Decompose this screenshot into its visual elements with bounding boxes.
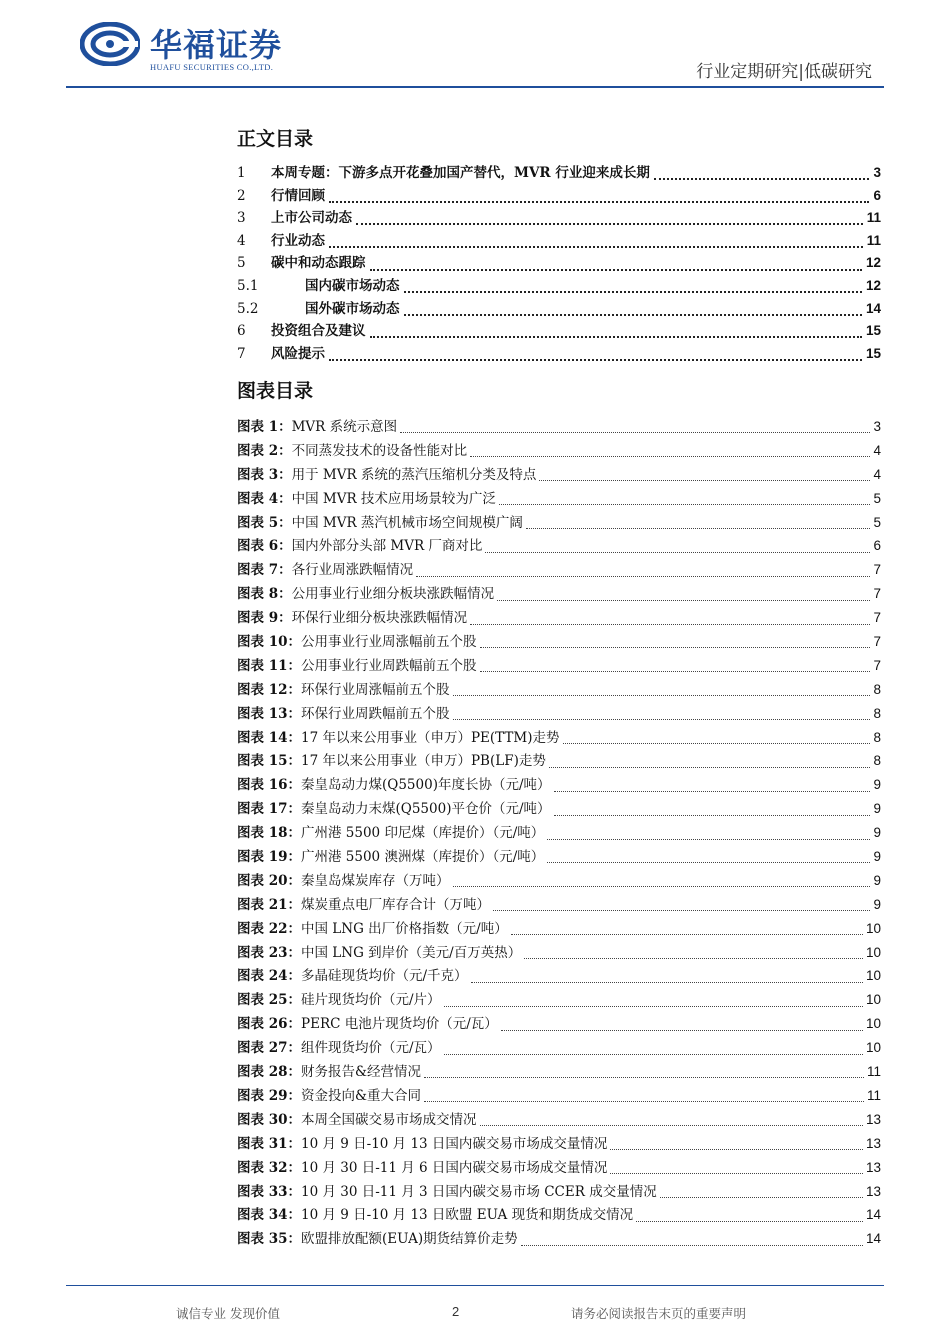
figure-list-entry[interactable] [237, 654, 881, 678]
figure-entry-title: 各行业周涨跌幅情况 [291, 562, 414, 579]
figure-list-entry[interactable] [237, 1203, 881, 1227]
figure-entry-prefix: 图表 34： [237, 1207, 301, 1224]
figure-entry-prefix: 图表 12： [237, 681, 301, 698]
figure-entry-title: 广州港 5500 澳洲煤（库提价）（元/吨） [301, 849, 545, 866]
figure-leader-dots [521, 1245, 863, 1246]
figure-leader-dots [547, 862, 870, 863]
figure-entry-title: 环保行业周涨幅前五个股 [301, 681, 450, 698]
figure-entry-title: 10 月 30 日-11 月 6 日国内碳交易市场成交量情况 [301, 1159, 608, 1176]
figure-entry-prefix: 图表 2： [237, 442, 292, 459]
toc-entry[interactable] [237, 298, 881, 321]
figure-entry-page: 7 [873, 657, 881, 673]
figure-entry-page: 10 [865, 1040, 881, 1056]
toc-entry[interactable] [237, 275, 881, 298]
figure-entry-prefix: 图表 3： [237, 466, 292, 483]
figure-entry-title: 国内外部分头部 MVR 厂商对比 [291, 538, 483, 555]
figure-list-entry[interactable] [237, 1084, 881, 1108]
toc-entry-label: 风险提示 [271, 345, 325, 362]
figure-entry-prefix: 图表 19： [237, 849, 301, 866]
toc-entry-number: 5.1 [237, 277, 259, 294]
company-name-cn: 华福证券 [150, 26, 283, 64]
figure-leader-dots [539, 480, 870, 481]
toc-entry-page: 11 [866, 210, 881, 226]
figure-leader-dots [610, 1149, 863, 1150]
figure-entry-title: 公用事业行业周跌幅前五个股 [301, 657, 477, 674]
figure-list-entry[interactable] [237, 534, 881, 558]
figure-entry-title: 中国 MVR 蒸汽机械市场空间规模广阔 [291, 514, 523, 531]
figure-entry-title: 资金投向&重大合同 [301, 1087, 422, 1104]
figure-entry-page: 10 [865, 992, 881, 1008]
figure-leader-dots [470, 456, 870, 457]
toc-entry-page: 15 [865, 345, 881, 361]
figure-entry-page: 10 [865, 920, 881, 936]
figure-leader-dots [547, 839, 870, 840]
figure-entry-page: 7 [873, 610, 881, 626]
figure-list-entry[interactable] [237, 511, 881, 535]
figure-list-entry[interactable] [237, 726, 881, 750]
figure-entry-prefix: 图表 22： [237, 920, 301, 937]
toc-leader-dots [329, 246, 863, 248]
figure-entry-prefix: 图表 14： [237, 729, 301, 746]
figure-entry-page: 7 [873, 586, 881, 602]
figure-entry-title: 组件现货均价（元/瓦） [301, 1040, 441, 1057]
figure-entry-page: 9 [873, 777, 881, 793]
page-header [0, 0, 950, 90]
toc-entry[interactable] [237, 162, 881, 185]
figure-entry-title: 10 月 30 日-11 月 3 日国内碳交易市场 CCER 成交量情况 [301, 1183, 657, 1200]
figure-list-entry[interactable] [237, 558, 881, 582]
figure-leader-dots [470, 624, 870, 625]
figure-entry-title: 秦皇岛动力煤(Q5500)年度长协（元/吨） [301, 777, 551, 794]
figure-list-entry[interactable] [237, 606, 881, 630]
figure-list-entry[interactable] [237, 1036, 881, 1060]
figure-entry-page: 13 [865, 1111, 881, 1127]
toc-title: 正文目录 [237, 128, 314, 150]
figure-entry-title: 公用事业行业周涨幅前五个股 [301, 634, 477, 651]
toc-leader-dots [356, 223, 863, 225]
toc-leader-dots [404, 314, 862, 316]
figure-list-entry[interactable] [237, 917, 881, 941]
figure-leader-dots [424, 1101, 864, 1102]
figure-entry-prefix: 图表 8： [237, 586, 292, 603]
toc-entry[interactable] [237, 185, 881, 208]
toc-entry-page: 6 [873, 187, 881, 203]
figure-leader-dots [485, 552, 870, 553]
toc-entry-page: 15 [865, 323, 881, 339]
figure-entry-page: 13 [865, 1159, 881, 1175]
toc-leader-dots [654, 178, 870, 180]
toc-entry-label: 国外碳市场动态 [305, 300, 400, 317]
figure-entry-page: 10 [865, 968, 881, 984]
toc-entry[interactable] [237, 252, 881, 275]
figure-list-entry[interactable] [237, 1180, 881, 1204]
figure-entry-page: 4 [873, 466, 881, 482]
toc-leader-dots [404, 291, 862, 293]
figure-entry-prefix: 图表 16： [237, 777, 301, 794]
figure-entry-title: 煤炭重点电厂库存合计（万吨） [301, 896, 490, 913]
figure-leader-dots [499, 504, 871, 505]
figure-list-entry[interactable] [237, 463, 881, 487]
figure-list-entry[interactable] [237, 773, 881, 797]
figure-entry-prefix: 图表 17： [237, 801, 301, 818]
figure-entry-page: 5 [873, 490, 881, 506]
report-type: 行业定期研究|低碳研究 [696, 62, 872, 82]
figure-entry-title: PERC 电池片现货均价（元/瓦） [301, 1016, 498, 1033]
figure-leader-dots [497, 600, 870, 601]
figure-entry-title: 环保行业周跌幅前五个股 [301, 705, 450, 722]
figure-entry-page: 9 [873, 801, 881, 817]
figure-entry-title: 广州港 5500 印尼煤（库提价）（元/吨） [301, 825, 545, 842]
figure-entry-prefix: 图表 13： [237, 705, 301, 722]
figure-entry-prefix: 图表 4： [237, 490, 292, 507]
figure-list-entry[interactable] [237, 415, 881, 439]
figure-list-entry[interactable] [237, 964, 881, 988]
figure-list-entry[interactable] [237, 988, 881, 1012]
toc-entry-label: 投资组合及建议 [271, 323, 366, 340]
figure-list-title: 图表目录 [237, 380, 314, 402]
figure-list-entry[interactable] [237, 941, 881, 965]
figure-leader-dots [549, 767, 871, 768]
figure-entry-prefix: 图表 28： [237, 1064, 301, 1081]
figure-entry-page: 11 [866, 1064, 881, 1080]
figure-leader-dots [453, 719, 871, 720]
figure-entry-prefix: 图表 23： [237, 944, 301, 961]
figure-leader-dots [471, 982, 863, 983]
figure-list-entry[interactable] [237, 702, 881, 726]
toc-entry-page: 14 [865, 300, 881, 316]
figure-entry-title: 秦皇岛动力末煤(Q5500)平仓价（元/吨） [301, 801, 551, 818]
figure-leader-dots [610, 1173, 863, 1174]
toc-entry-number: 6 [237, 323, 246, 340]
figure-entry-title: 10 月 9 日-10 月 13 日欧盟 EUA 现货和期货成交情况 [301, 1207, 634, 1224]
figure-entry-prefix: 图表 24： [237, 968, 301, 985]
figure-entry-title: 中国 MVR 技术应用场景较为广泛 [291, 490, 496, 507]
figure-entry-prefix: 图表 26： [237, 1016, 301, 1033]
figure-leader-dots [400, 432, 870, 433]
figure-leader-dots [424, 1077, 864, 1078]
toc-entry-page: 12 [865, 277, 881, 293]
figure-entry-prefix: 图表 30： [237, 1111, 301, 1128]
figure-entry-title: 不同蒸发技术的设备性能对比 [291, 442, 468, 459]
toc-entry-label: 行业动态 [271, 232, 325, 249]
toc-entry-label: 碳中和动态跟踪 [271, 255, 366, 272]
figure-entry-title: 环保行业细分板块涨跌幅情况 [291, 610, 468, 627]
toc-entry-number: 5.2 [237, 300, 259, 317]
toc-entry-number: 1 [237, 165, 246, 181]
figure-entry-prefix: 图表 27： [237, 1040, 301, 1057]
figure-entry-page: 9 [873, 896, 881, 912]
figure-entry-page: 8 [873, 681, 881, 697]
figure-entry-page: 4 [873, 442, 881, 458]
toc-entry-page: 12 [865, 255, 881, 271]
figure-entry-prefix: 图表 20： [237, 872, 301, 889]
figure-entry-prefix: 图表 21： [237, 896, 301, 913]
figure-entry-title: 17 年以来公用事业（申万）PB(LF)走势 [301, 753, 546, 770]
figure-list [237, 415, 881, 1251]
figure-entry-prefix: 图表 32： [237, 1159, 301, 1176]
toc-entry[interactable] [237, 320, 881, 343]
figure-list-entry[interactable] [237, 821, 881, 845]
figure-entry-title: 本周全国碳交易市场成交情况 [301, 1111, 477, 1128]
figure-entry-prefix: 图表 18： [237, 825, 301, 842]
figure-entry-prefix: 图表 33： [237, 1183, 301, 1200]
figure-list-entry[interactable] [237, 630, 881, 654]
figure-entry-page: 9 [873, 849, 881, 865]
figure-list-entry[interactable] [237, 1156, 881, 1180]
figure-leader-dots [480, 1125, 863, 1126]
figure-entry-page: 7 [873, 562, 881, 578]
figure-entry-title: 财务报告&经营情况 [301, 1064, 422, 1081]
footer-slogan: 诚信专业 发现价值 [176, 1306, 280, 1321]
figure-list-entry[interactable] [237, 749, 881, 773]
toc-entry-page: 11 [866, 232, 881, 248]
figure-entry-page: 13 [865, 1183, 881, 1199]
figure-list-entry[interactable] [237, 487, 881, 511]
figure-leader-dots [660, 1197, 863, 1198]
figure-entry-page: 11 [866, 1087, 881, 1103]
figure-list-entry[interactable] [237, 439, 881, 463]
figure-entry-page: 14 [865, 1207, 881, 1223]
figure-leader-dots [526, 528, 871, 529]
figure-entry-title: 欧盟排放配额(EUA)期货结算价走势 [301, 1231, 518, 1248]
figure-list-entry[interactable] [237, 1108, 881, 1132]
figure-leader-dots [480, 671, 871, 672]
figure-list-entry[interactable] [237, 845, 881, 869]
figure-entry-prefix: 图表 11： [237, 657, 301, 674]
figure-entry-page: 9 [873, 825, 881, 841]
figure-entry-prefix: 图表 6： [237, 538, 292, 555]
figure-entry-title: 公用事业行业细分板块涨跌幅情况 [291, 586, 495, 603]
toc-leader-dots [329, 359, 862, 361]
footer-divider [66, 1285, 884, 1286]
toc-entry-page: 3 [873, 165, 881, 180]
figure-entry-page: 5 [873, 514, 881, 530]
toc-entry-number: 5 [237, 255, 246, 272]
table-of-contents [237, 162, 881, 365]
footer-disclaimer: 请务必阅读报告末页的重要声明 [571, 1306, 747, 1321]
figure-leader-dots [554, 815, 871, 816]
figure-list-entry[interactable] [237, 1132, 881, 1156]
figure-entry-page: 14 [865, 1231, 881, 1247]
toc-entry-label: 上市公司动态 [271, 210, 352, 227]
figure-list-entry[interactable] [237, 797, 881, 821]
figure-leader-dots [636, 1221, 863, 1222]
figure-entry-title: MVR 系统示意图 [291, 419, 398, 435]
figure-entry-title: 多晶硅现货均价（元/千克） [301, 968, 468, 985]
figure-entry-page: 8 [873, 753, 881, 769]
figure-list-entry[interactable] [237, 678, 881, 702]
figure-entry-page: 8 [873, 705, 881, 721]
figure-entry-page: 8 [873, 729, 881, 745]
figure-leader-dots [524, 958, 863, 959]
toc-leader-dots [370, 269, 862, 271]
toc-entry-number: 2 [237, 187, 246, 204]
toc-entry[interactable] [237, 207, 881, 230]
page-number: 2 [452, 1304, 460, 1319]
figure-entry-prefix: 图表 29： [237, 1087, 301, 1104]
figure-entry-prefix: 图表 9： [237, 610, 292, 627]
figure-list-entry[interactable] [237, 582, 881, 606]
figure-list-entry[interactable] [237, 1060, 881, 1084]
figure-leader-dots [511, 934, 863, 935]
toc-entry[interactable] [237, 343, 881, 366]
figure-list-entry[interactable] [237, 893, 881, 917]
figure-entry-title: 17 年以来公用事业（申万）PE(TTM)走势 [301, 729, 560, 746]
figure-entry-page: 6 [873, 538, 881, 554]
toc-entry-number: 3 [237, 210, 246, 227]
figure-leader-dots [480, 647, 871, 648]
toc-entry-label: 行情回顾 [271, 187, 325, 204]
figure-entry-page: 10 [865, 1016, 881, 1032]
figure-entry-title: 10 月 9 日-10 月 13 日国内碳交易市场成交量情况 [301, 1135, 608, 1152]
figure-list-entry[interactable] [237, 869, 881, 893]
figure-entry-prefix: 图表 7： [237, 562, 292, 579]
figure-entry-prefix: 图表 25： [237, 992, 301, 1009]
figure-entry-title: 用于 MVR 系统的蒸汽压缩机分类及特点 [291, 466, 537, 483]
figure-entry-prefix: 图表 5： [237, 514, 292, 531]
figure-entry-title: 中国 LNG 到岸价（美元/百万英热） [301, 944, 522, 961]
figure-entry-page: 7 [873, 634, 881, 650]
figure-entry-page: 10 [865, 944, 881, 960]
figure-leader-dots [444, 1006, 863, 1007]
figure-entry-prefix: 图表 35： [237, 1231, 301, 1248]
figure-leader-dots [453, 886, 871, 887]
figure-entry-prefix: 图表 10： [237, 634, 301, 651]
figure-leader-dots [501, 1030, 863, 1031]
toc-entry-label: 国内碳市场动态 [305, 277, 400, 294]
figure-entry-page: 9 [873, 872, 881, 888]
figure-leader-dots [554, 791, 871, 792]
figure-list-entry[interactable] [237, 1012, 881, 1036]
figure-entry-page: 13 [865, 1135, 881, 1151]
figure-leader-dots [453, 695, 871, 696]
figure-list-entry[interactable] [237, 1227, 881, 1251]
toc-entry-number: 7 [237, 345, 246, 362]
figure-leader-dots [563, 743, 871, 744]
figure-entry-title: 秦皇岛煤炭库存（万吨） [301, 872, 450, 889]
toc-entry[interactable] [237, 230, 881, 253]
figure-leader-dots [416, 576, 870, 577]
toc-leader-dots [370, 336, 862, 338]
figure-entry-title: 中国 LNG 出厂价格指数（元/吨） [301, 920, 508, 937]
figure-entry-title: 硅片现货均价（元/片） [301, 992, 441, 1009]
company-name-en: HUAFU SECURITIES CO.,LTD. [150, 62, 274, 72]
huafu-logo-icon [80, 22, 140, 66]
figure-entry-page: 3 [873, 419, 881, 434]
toc-leader-dots [329, 201, 869, 203]
figure-leader-dots [444, 1054, 863, 1055]
figure-entry-prefix: 图表 31： [237, 1135, 301, 1152]
figure-leader-dots [493, 910, 870, 911]
header-divider [66, 86, 884, 88]
figure-entry-prefix: 图表 1： [237, 419, 292, 435]
toc-entry-number: 4 [237, 232, 246, 249]
toc-entry-label: 本周专题：下游多点开花叠加国产替代，MVR 行业迎来成长期 [271, 165, 650, 181]
figure-entry-prefix: 图表 15： [237, 753, 301, 770]
